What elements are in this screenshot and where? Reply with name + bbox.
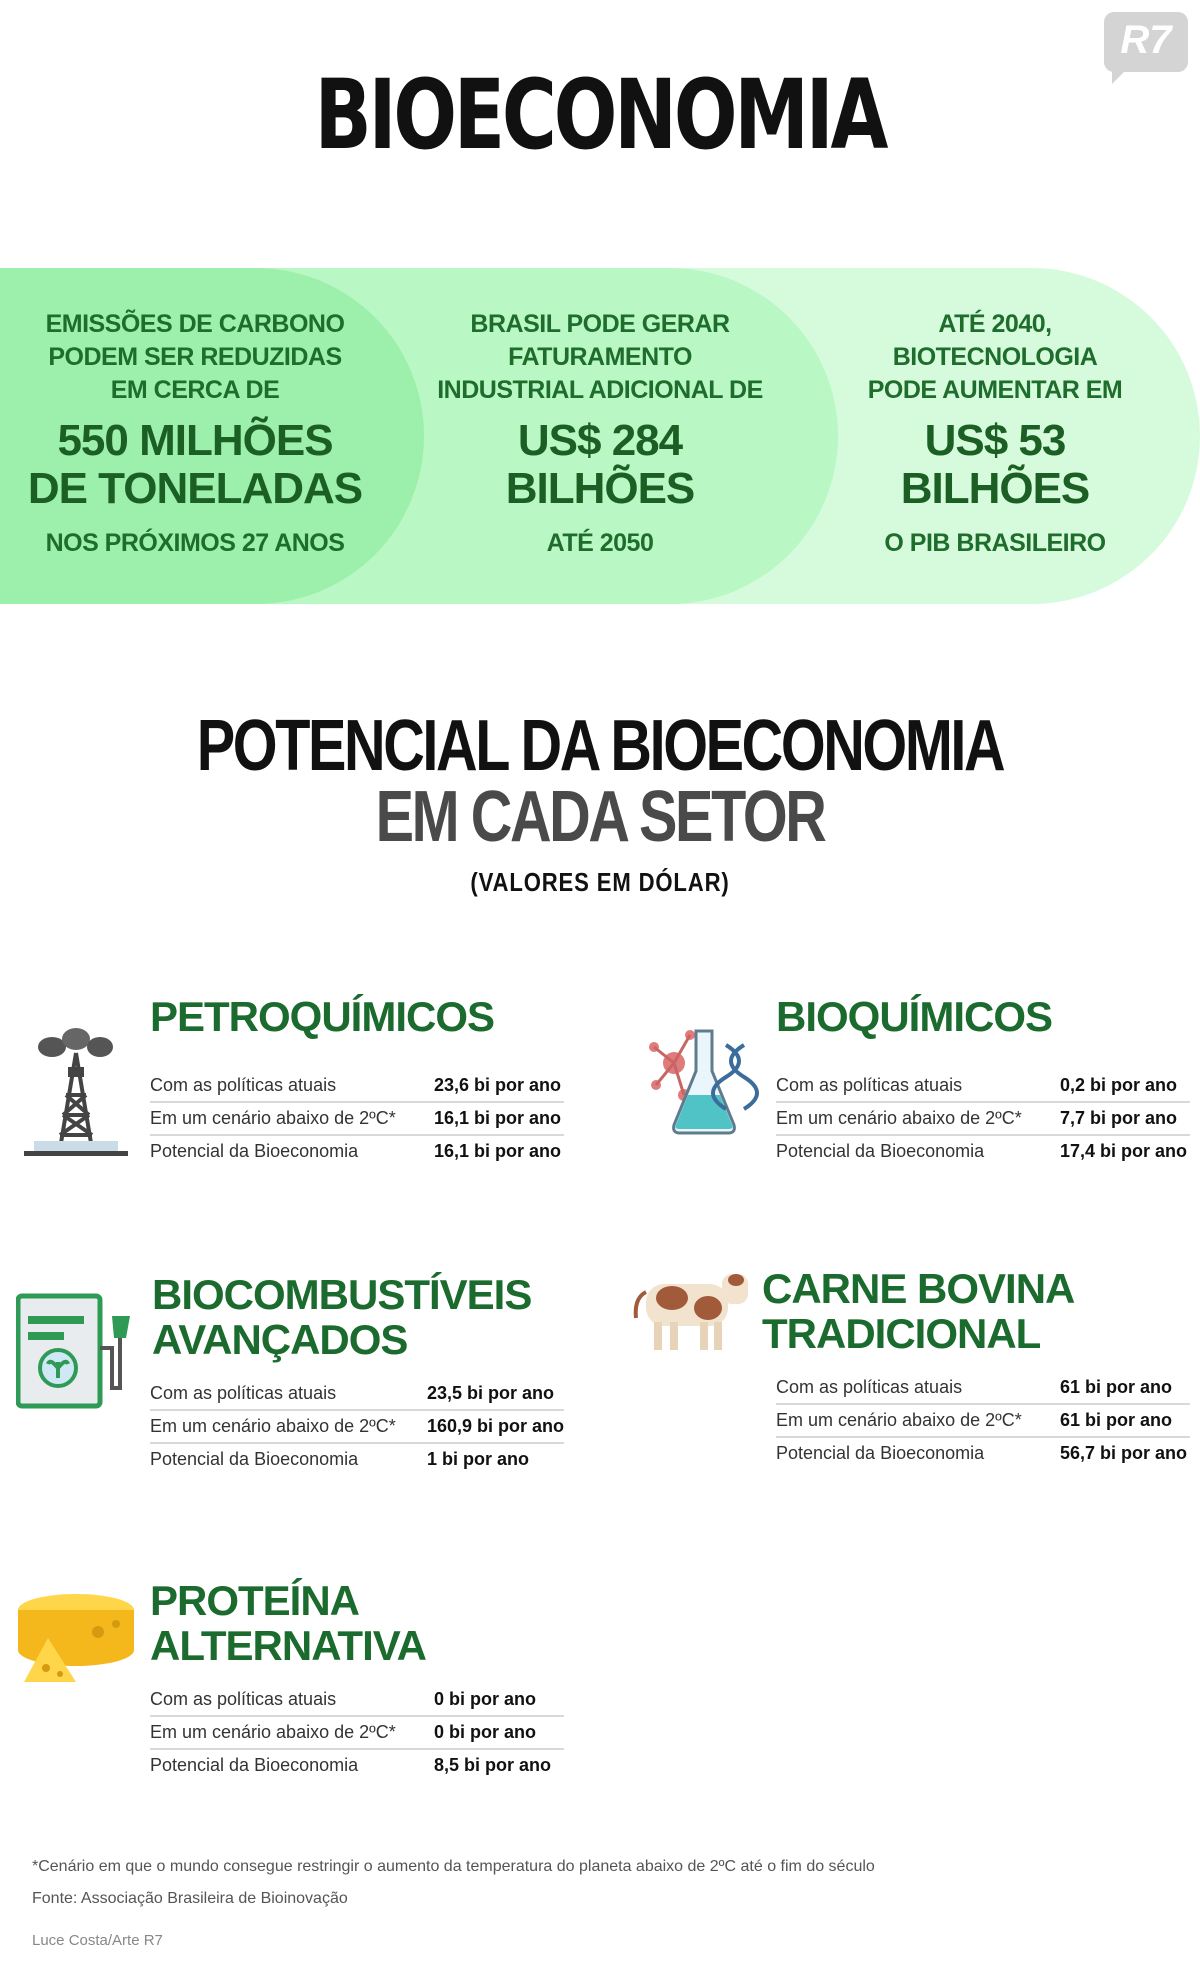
stat-lead-line: PODE AUMENTAR EM — [867, 376, 1123, 404]
row-value: 56,7 bi por ano — [1060, 1443, 1188, 1463]
sector-table — [150, 1684, 564, 1781]
row-label: Potencial da Bioeconomia — [150, 1755, 359, 1775]
sector-title: BIOCOMBUSTÍVEIS AVANÇADOS — [152, 1271, 532, 1363]
table-row — [776, 1404, 1190, 1437]
row-label: Em um cenário abaixo de 2ºC* — [776, 1404, 1052, 1437]
sector-title: CARNE BOVINA TRADICIONAL — [762, 1265, 1075, 1357]
row-label: Em um cenário abaixo de 2ºC* — [150, 1102, 426, 1135]
row-label: Em um cenário abaixo de 2ºC* — [150, 1716, 426, 1749]
stats-banner — [0, 268, 1200, 604]
stat-lead-line: ATÉ 2040, — [938, 310, 1052, 338]
table-row — [150, 1684, 564, 1716]
stat-value-line: US$ 284 — [517, 416, 683, 465]
row-label: Com as políticas atuais — [776, 1070, 1052, 1102]
stat-lead-line: BRASIL PODE GERAR — [470, 310, 730, 338]
row-label: Com as políticas atuais — [150, 1070, 426, 1102]
stat-lead-line: INDUSTRIAL ADICIONAL DE — [437, 376, 763, 404]
sector-carne-bovina — [620, 1260, 1200, 1480]
table-row — [776, 1372, 1190, 1404]
r7-logo: R7 — [1104, 12, 1188, 82]
source-note: Fonte: Associação Brasileira de Bioinovação — [32, 1890, 348, 1907]
stat-lead-line: PODEM SER REDUZIDAS — [48, 343, 342, 371]
section-title-line-1: POTENCIAL DA BIOECONOMIA — [196, 706, 1004, 786]
row-value: 23,6 bi por ano — [426, 1070, 564, 1102]
row-value: 1 bi por ano — [426, 1449, 529, 1469]
sector-bioquimicos — [620, 990, 1200, 1170]
table-row — [150, 1102, 564, 1135]
table-row — [150, 1716, 564, 1749]
stat-gdp — [840, 308, 1150, 560]
oil-rig-icon — [20, 1025, 132, 1160]
table-row — [150, 1749, 564, 1781]
table-row — [150, 1443, 564, 1475]
table-row — [150, 1070, 564, 1102]
stat-value-line: US$ 53 — [924, 416, 1066, 465]
row-label: Em um cenário abaixo de 2ºC* — [150, 1410, 419, 1443]
sector-biocombustiveis — [0, 1260, 600, 1480]
stat-lead-line: FATURAMENTO — [508, 343, 692, 371]
stat-value-line: BILHÕES — [900, 464, 1090, 513]
table-row — [776, 1437, 1190, 1469]
sector-table — [776, 1070, 1190, 1167]
cow-icon — [626, 1268, 756, 1353]
fuel-pump-icon — [16, 1288, 141, 1413]
stat-lead-line: EM CERCA DE — [110, 376, 280, 404]
stat-value-line: BILHÕES — [505, 464, 695, 513]
table-row — [776, 1070, 1190, 1102]
credit-note: Luce Costa/Arte R7 — [32, 1932, 163, 1949]
section-subtitle: (VALORES EM DÓLAR) — [470, 867, 730, 897]
stat-tail: NOS PRÓXIMOS 27 ANOS — [45, 529, 345, 557]
row-label: Em um cenário abaixo de 2ºC* — [776, 1102, 1052, 1135]
row-label: Potencial da Bioeconomia — [776, 1443, 985, 1463]
section-heading — [0, 708, 1200, 902]
flask-dna-icon — [644, 1015, 764, 1140]
table-row — [150, 1135, 564, 1167]
row-value: 8,5 bi por ano — [434, 1755, 552, 1775]
row-label: Potencial da Bioeconomia — [150, 1449, 359, 1469]
row-value: 7,7 bi por ano — [1052, 1102, 1190, 1135]
row-value: 0 bi por ano — [426, 1684, 564, 1716]
row-label: Com as políticas atuais — [150, 1378, 419, 1410]
row-value: 0,2 bi por ano — [1052, 1070, 1190, 1102]
page-title: BIOECONOMIA — [314, 59, 886, 171]
row-value: 16,1 bi por ano — [426, 1102, 564, 1135]
stat-lead-line: BIOTECNOLOGIA — [892, 343, 1098, 371]
sector-table — [150, 1378, 564, 1475]
table-row — [776, 1135, 1190, 1167]
sector-proteina-alternativa — [0, 1570, 600, 1790]
row-value: 23,5 bi por ano — [419, 1378, 564, 1410]
row-label: Potencial da Bioeconomia — [150, 1141, 359, 1161]
row-value: 160,9 bi por ano — [419, 1410, 564, 1443]
table-row — [150, 1410, 564, 1443]
row-label: Com as políticas atuais — [150, 1684, 426, 1716]
table-row — [150, 1378, 564, 1410]
sector-table — [776, 1372, 1190, 1469]
sector-table — [150, 1070, 564, 1167]
footnote: *Cenário em que o mundo consegue restringir o aumento da temperatura do planeta abaixo de 2ºC até o fim do século — [32, 1858, 875, 1875]
row-value: 17,4 bi por ano — [1060, 1141, 1188, 1161]
row-value: 61 bi por ano — [1052, 1372, 1190, 1404]
stat-value-line: 550 MILHÕES — [57, 416, 333, 465]
row-label: Potencial da Bioeconomia — [776, 1141, 985, 1161]
stat-tail: ATÉ 2050 — [546, 529, 654, 557]
stat-revenue — [420, 308, 780, 560]
row-value: 0 bi por ano — [426, 1716, 564, 1749]
stat-tail: O PIB BRASILEIRO — [884, 529, 1106, 557]
stat-carbon — [10, 308, 380, 560]
sector-petroquimicos — [0, 990, 600, 1170]
row-value: 61 bi por ano — [1052, 1404, 1190, 1437]
row-label: Com as políticas atuais — [776, 1372, 1052, 1404]
row-value: 16,1 bi por ano — [434, 1141, 562, 1161]
stat-value-line: DE TONELADAS — [27, 464, 363, 513]
sector-title: BIOQUÍMICOS — [776, 993, 1053, 1040]
section-title-line-2: EM CADA SETOR — [375, 777, 825, 857]
cheese-icon — [16, 1590, 136, 1685]
sector-title: PETROQUÍMICOS — [150, 993, 495, 1040]
sector-title: PROTEÍNA ALTERNATIVA — [150, 1577, 426, 1669]
stat-lead-line: EMISSÕES DE CARBONO — [45, 310, 345, 338]
table-row — [776, 1102, 1190, 1135]
